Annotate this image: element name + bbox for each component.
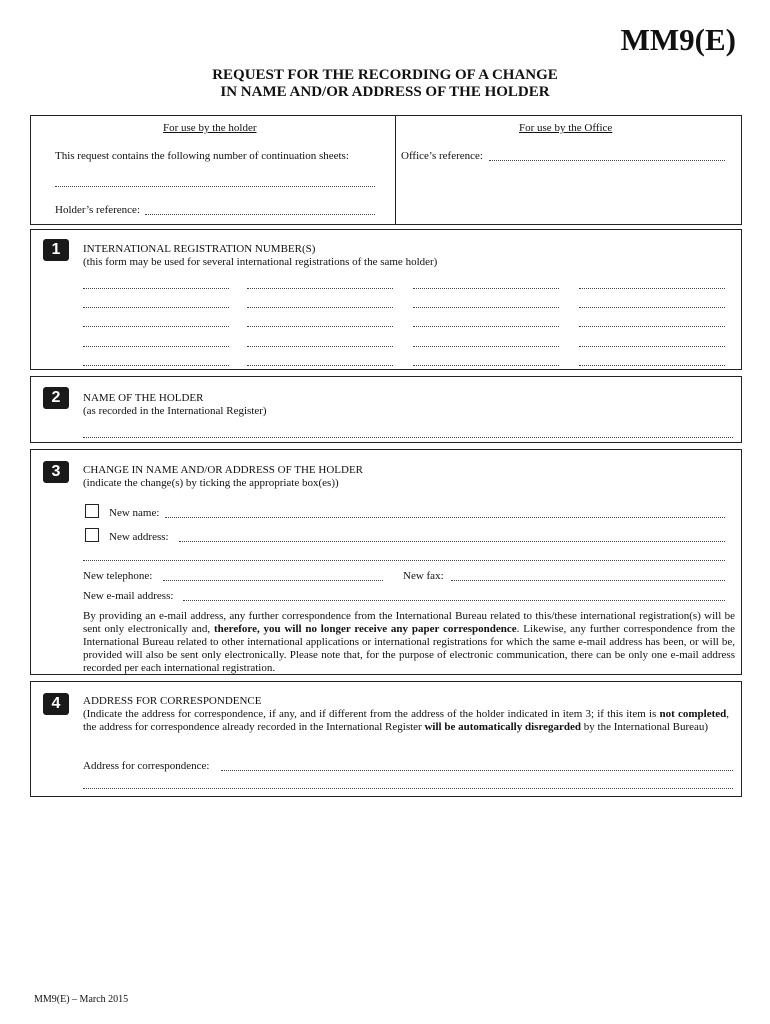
section-3 [30, 449, 742, 675]
registration-number-field[interactable] [579, 326, 725, 327]
registration-number-field[interactable] [83, 288, 229, 289]
new-telephone-label: New telephone: [83, 570, 153, 582]
new-fax-field[interactable] [451, 580, 725, 581]
registration-number-field[interactable] [247, 365, 393, 366]
correspondence-address-field-line2[interactable] [83, 788, 733, 789]
registration-number-field[interactable] [247, 288, 393, 289]
registration-number-field[interactable] [247, 326, 393, 327]
section-2-subheading: (as recorded in the International Register) [83, 405, 267, 417]
registration-number-field[interactable] [247, 346, 393, 347]
new-address-field[interactable] [179, 541, 725, 542]
registration-number-field[interactable] [579, 365, 725, 366]
form-title-line2: IN NAME AND/OR ADDRESS OF THE HOLDER [220, 84, 550, 100]
new-name-checkbox[interactable] [85, 504, 99, 518]
registration-number-field[interactable] [579, 288, 725, 289]
holder-reference-label: Holder’s reference: [55, 204, 140, 216]
registration-number-field[interactable] [83, 326, 229, 327]
continuation-sheets-label: This request contains the following number of continuation sheets: [55, 150, 349, 162]
registration-number-field[interactable] [247, 307, 393, 308]
section-1 [30, 229, 742, 370]
registration-number-field[interactable] [83, 307, 229, 308]
registration-number-field[interactable] [413, 326, 559, 327]
registration-number-field[interactable] [83, 346, 229, 347]
section-3-heading: CHANGE IN NAME AND/OR ADDRESS OF THE HOLDER [83, 464, 364, 476]
new-address-checkbox[interactable] [85, 528, 99, 542]
new-name-label: New name: [109, 507, 160, 519]
office-reference-field[interactable] [489, 160, 725, 161]
registration-number-field[interactable] [413, 288, 559, 289]
registration-number-field[interactable] [413, 365, 559, 366]
header-box [30, 115, 742, 225]
office-reference-label: Office’s reference: [401, 150, 483, 162]
section-number-badge: 1 [43, 239, 69, 261]
section-1-heading: INTERNATIONAL REGISTRATION NUMBER(S) [83, 243, 316, 255]
registration-number-field[interactable] [579, 346, 725, 347]
registration-number-field[interactable] [413, 346, 559, 347]
section-4-instructions: (Indicate the address for correspondence, if any, and if different from the address of the holder indicated in item 3; if this item is not completed, the address for correspondence already recorded in the International Register will be automatically disregarded by the International Bureau) [83, 708, 729, 733]
section-2 [30, 376, 742, 443]
section-number-badge: 2 [43, 387, 69, 409]
holder-reference-field[interactable] [145, 214, 375, 215]
new-fax-label: New fax: [403, 570, 444, 582]
form-id: MM9(E) [620, 22, 736, 57]
column-divider [395, 116, 396, 224]
new-address-field-line2[interactable] [83, 560, 725, 561]
holder-name-field[interactable] [83, 437, 733, 438]
office-column-title: For use by the Office [519, 122, 613, 134]
new-email-field[interactable] [183, 600, 725, 601]
section-2-heading: NAME OF THE HOLDER [83, 392, 204, 404]
email-notice: By providing an e-mail address, any further correspondence from the International Bureau related to this/these international registration(s) will be sent only electronically and, therefore, you will no longer receive any paper correspondence. Likewise, any further correspondence from the International Bureau related to other international applications or international registrations for which the same e-mail address has been, or will be, provided will also be sent only electronically. Please note that, for the purpose of electronic communication, there can be only one e-mail address recorded per each international registration. [83, 610, 735, 674]
continuation-sheets-field[interactable] [55, 186, 375, 187]
section-number-badge: 3 [43, 461, 69, 483]
section-3-subheading: (indicate the change(s) by ticking the appropriate box(es)) [83, 477, 339, 489]
new-address-label: New address: [109, 531, 169, 543]
form-title-line1: REQUEST FOR THE RECORDING OF A CHANGE [212, 67, 558, 83]
new-name-field[interactable] [165, 517, 725, 518]
holder-column-title: For use by the holder [163, 122, 257, 134]
registration-number-field[interactable] [413, 307, 559, 308]
registration-number-field[interactable] [579, 307, 725, 308]
section-1-subheading: (this form may be used for several international registrations of the same holder) [83, 256, 438, 268]
new-email-label: New e-mail address: [83, 590, 174, 602]
section-4-heading: ADDRESS FOR CORRESPONDENCE [83, 695, 262, 707]
correspondence-address-field[interactable] [221, 770, 733, 771]
registration-number-field[interactable] [83, 365, 229, 366]
footer-form-date: MM9(E) – March 2015 [34, 994, 129, 1005]
section-4 [30, 681, 742, 797]
correspondence-address-label: Address for correspondence: [83, 760, 210, 772]
section-number-badge: 4 [43, 693, 69, 715]
new-telephone-field[interactable] [163, 580, 383, 581]
